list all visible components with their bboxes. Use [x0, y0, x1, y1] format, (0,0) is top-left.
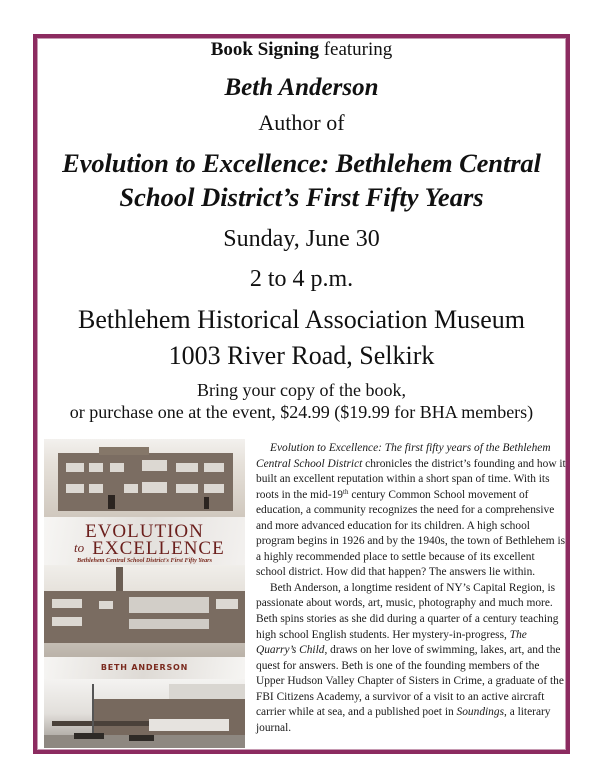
author-bio-text: , a literary journal.	[256, 706, 551, 734]
event-heading-bold: Book Signing	[210, 39, 319, 60]
event-address: 1003 River Road, Selkirk	[168, 341, 435, 370]
cover-photo-mid-school	[44, 565, 245, 658]
cover-photo-modern-school	[44, 679, 245, 748]
description-superscript: th	[343, 487, 349, 496]
cover-title-word-1: EVOLUTION	[85, 521, 204, 542]
author-of-label: Author of	[258, 110, 345, 135]
author-bio-journal-title: Soundings	[456, 706, 504, 719]
description-text: chronicles the district’s founding and how it built an excellent reputation within a short span of time. With its roots in the mid-19	[256, 457, 566, 501]
author-bio-book-title: The Quarry’s Child	[256, 628, 527, 657]
author-bio-text: , draws on her love of swimming, lakes, art, and the quest for answers. Beth is one of the founding members of the Upper Hudson Valley Chapter of Sisters in Crime, a graduate of the FBI Citizens Academy, a survivor of a visit to an active aircraft carrier while at sea, and a published poet in	[256, 644, 564, 719]
author-name: Beth Anderson	[224, 74, 379, 101]
event-venue: Bethlehem Historical Association Museum	[78, 305, 525, 334]
cover-title-to: to	[74, 540, 85, 555]
cover-author-name: BETH ANDERSON	[100, 663, 189, 672]
description-text: century Common School movement of education, a community recognizes the need for a comprehensive and more advanced education for its children. A high school program begins in 1926 and by the 1940s, the town of Bethlehem is a highly recommended place to settle because of its excellent school district. How did that happen? The answers lie within.	[256, 488, 566, 579]
book-title-line-1: Evolution to Excellence: Bethlehem Central	[62, 148, 541, 178]
event-date: Sunday, June 30	[223, 226, 380, 252]
cover-title-band	[44, 517, 245, 567]
cover-subtitle: Bethlehem Central School District's First Fifty Years	[77, 557, 212, 564]
cover-title-word-2: EXCELLENCE	[92, 538, 225, 559]
description-paragraph-2	[256, 581, 567, 736]
cover-photo-old-school	[44, 439, 245, 519]
book-cover-image	[44, 439, 245, 748]
author-bio-text: Beth Anderson, a longtime resident of NY’s Capital Region, is passionate about words, art, music, photography and much more. Beth spins stories as she did during a quarter of a century teaching high school English students. Her mystery-in-progress,	[256, 581, 559, 641]
event-heading-rest: featuring	[318, 39, 393, 60]
bring-copy-note: Bring your copy of the book,	[197, 380, 406, 400]
event-time: 2 to 4 p.m.	[249, 266, 354, 292]
event-heading	[33, 40, 570, 59]
cover-author-band	[44, 657, 245, 679]
description-paragraph-1	[256, 441, 567, 581]
book-description	[256, 441, 567, 736]
description-book-title: Evolution to Excellence: The first fifty years of the Bethlehem Central School District	[256, 442, 551, 470]
purchase-price-note: or purchase one at the event, $24.99 ($19.99 for BHA members)	[69, 402, 534, 422]
book-title-line-2: School District’s First Fifty Years	[119, 182, 484, 212]
